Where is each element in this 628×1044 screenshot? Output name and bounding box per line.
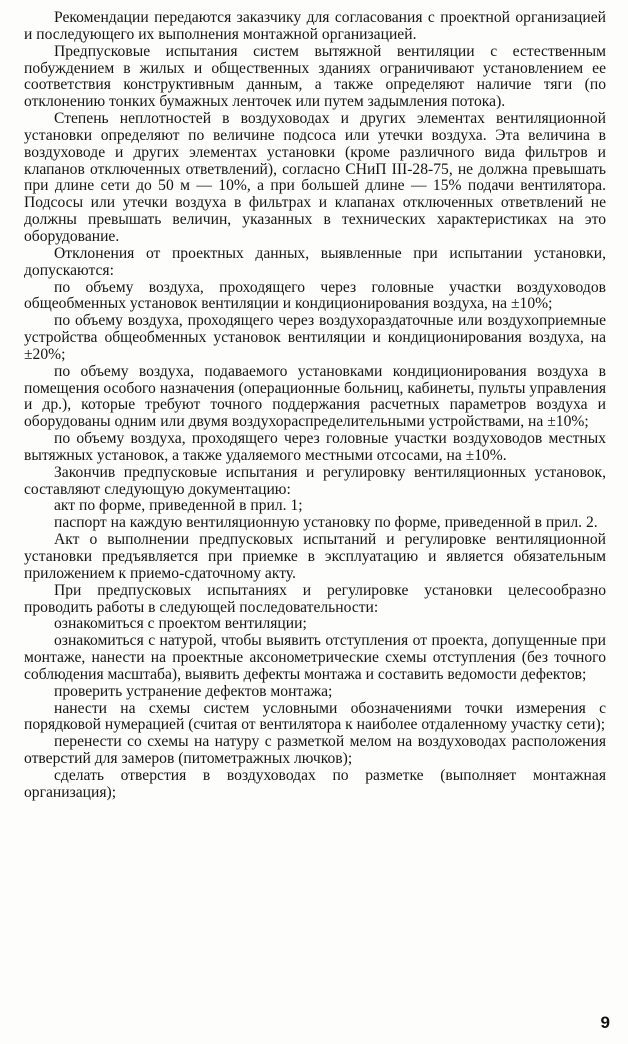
list-item-check-defects: проверить устранение дефектов монтажа; xyxy=(54,682,333,700)
paragraph-documentation: Закончив предпусковые испытания и регулировку вентиляционных установок, составляют следующую документацию: xyxy=(24,463,606,498)
list-item-local-exhaust: по объему воздуха, проходящего через головные участки воздуховодов местных вытяжных установок, а также удаляемого местными отсосами, на ±10%. xyxy=(24,430,606,464)
list-item-study-project: ознакомиться с проектом вентиляции; xyxy=(54,615,307,633)
list-item-passport: паспорт на каждую вентиляционную установку по форме, приведенной в прил. 2. xyxy=(54,514,598,532)
paragraph-natural-ventilation-tests: Предпусковые испытания систем вытяжной вентиляции с естественным побуждением в жилых и общественных зданиях ограничивают установлением ее соответствия конструктивным данным, а также определяют наличие тяги (по отклонению тонких бумажных ленточек или путем задымления потока). xyxy=(24,42,606,111)
page-body-text xyxy=(24,10,606,802)
list-item-mark-points: нанести на схемы систем условными обозначениями точки измерения с порядковой нумерацией (считая от вентилятора к наиболее отдаленному участку сети); xyxy=(24,699,606,734)
paragraph-act-presentation: Акт о выполнении предпусковых испытаний и регулировке вентиляционной установки предъявляется при приемке в эксплуатацию и является обязательным приложением к приемо-сдаточному акту. xyxy=(24,531,606,582)
list-item-special-rooms: по объему воздуха, подаваемого установками кондиционирования воздуха в помещения особого назначения (операционные больниц, кабинеты, пульты управления и др.), которые требуют точного поддержания расчетных параметров воздуха и оборудованы одним или двумя воздухораспределительными устройствами, на ±10%; xyxy=(24,362,606,431)
page-number: 9 xyxy=(600,1013,610,1032)
paragraph-duct-leakage: Степень неплотностей в воздуховодах и других элементах вентиляционной установки определяют по величине подсоса или утечки воздуха. Эта величина в воздуховоде и других элементах установки (кроме различного вида фильтров и клапанов отключенных ответвлений), согласно СНиП III-28-75, не должна превышать при длине сети до 50 м — 10%, а при большей длине — 15% подачи вентилятора. Подсосы или утечки воздуха в фильтрах и клапанах отключенных ответвлений не должны превышать величин, указанных в технических характеристиках на это оборудование. xyxy=(24,110,606,245)
list-item-inspect-site: ознакомиться с натурой, чтобы выявить отступления от проекта, допущенные при монтаже, нанести на проектные аксонометрические схемы отступления (без точного соблюдения масштаба), выявить дефекты монтажа и составить ведомости дефектов; xyxy=(24,632,606,683)
paragraph-recommendations: Рекомендации передаются заказчику для согласования с проектной организацией и последующего их выполнения монтажной организацией. xyxy=(24,9,606,43)
list-item-act: акт по форме, приведенной в прил. 1; xyxy=(54,497,303,515)
list-item-head-sections: по объему воздуха, проходящего через головные участки воздуховодов общеобменных установок вентиляции и кондиционирования воздуха, на ±10%; xyxy=(24,278,606,313)
list-item-distribution-devices: по объему воздуха, проходящего через воздухораздаточные или воздухоприемные устройства общеобменных установок вентиляции и кондиционирования воздуха, на ±20%; xyxy=(24,312,606,363)
list-item-transfer-marks: перенести со схемы на натуру с разметкой мелом на воздуховодах расположения отверстий для замеров (питометражных лючков); xyxy=(24,733,606,768)
paragraph-allowed-deviations: Отклонения от проектных данных, выявленные при испытании установки, допускаются: xyxy=(24,244,606,279)
paragraph-work-sequence: При предпусковых испытаниях и регулировке установки целесообразно проводить работы в следующей последовательности: xyxy=(24,581,606,616)
list-item-make-openings: сделать отверстия в воздуховодах по разметке (выполняет монтажная организация); xyxy=(24,766,606,801)
